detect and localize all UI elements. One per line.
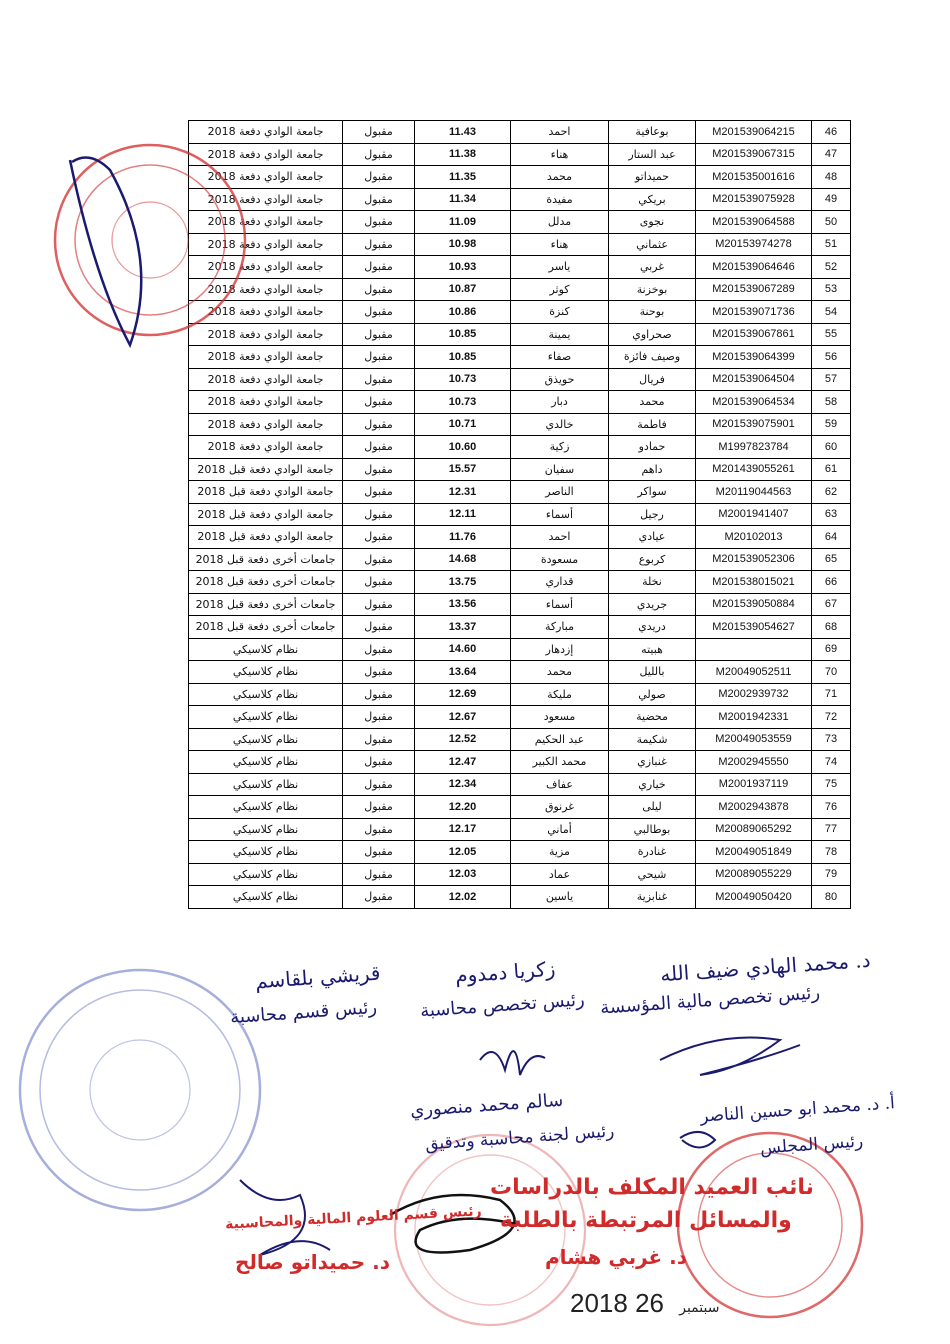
row-number-cell: 53 xyxy=(812,278,851,301)
signature-5-role: رئيس المجلس xyxy=(759,1131,864,1159)
score-cell: 12.20 xyxy=(415,796,511,819)
first-name-cell: الناصر xyxy=(511,481,609,504)
origin-cell: نظام كلاسيكي xyxy=(189,863,343,886)
origin-cell: نظام كلاسيكي xyxy=(189,706,343,729)
first-name-cell: مزية xyxy=(511,841,609,864)
row-number-cell: 49 xyxy=(812,188,851,211)
registration-id-cell: M201539050884 xyxy=(696,593,812,616)
score-cell: 12.52 xyxy=(415,728,511,751)
status-cell: مقبول xyxy=(343,818,415,841)
origin-cell: جامعة الوادي دفعة 2018 xyxy=(189,413,343,436)
origin-cell: نظام كلاسيكي xyxy=(189,661,343,684)
registration-id-cell: M201539064646 xyxy=(696,256,812,279)
registration-id-cell: M201539067861 xyxy=(696,323,812,346)
score-cell: 12.02 xyxy=(415,886,511,909)
signature-1-role: رئيس تخصص مالية المؤسسة xyxy=(599,982,821,1019)
row-number-cell: 56 xyxy=(812,346,851,369)
status-cell: مقبول xyxy=(343,886,415,909)
surname-cell: حمادو xyxy=(609,436,696,459)
first-name-cell: محمد xyxy=(511,661,609,684)
surname-cell: غنابزية xyxy=(609,886,696,909)
vice-dean-title-line2: والمسائل المرتبطة بالطلبة xyxy=(500,1208,792,1233)
score-cell: 10.87 xyxy=(415,278,511,301)
registration-id-cell: M20049051849 xyxy=(696,841,812,864)
surname-cell: فريال xyxy=(609,368,696,391)
surname-cell: صحراوي xyxy=(609,323,696,346)
origin-cell: نظام كلاسيكي xyxy=(189,683,343,706)
surname-cell: بوحنة xyxy=(609,301,696,324)
first-name-cell: محمد الكبير xyxy=(511,751,609,774)
surname-cell: عيادي xyxy=(609,526,696,549)
score-cell: 11.35 xyxy=(415,166,511,189)
first-name-cell: عماد xyxy=(511,863,609,886)
registration-id-cell: M20089065292 xyxy=(696,818,812,841)
surname-cell: فاطمة xyxy=(609,413,696,436)
row-number-cell: 63 xyxy=(812,503,851,526)
row-number-cell: 79 xyxy=(812,863,851,886)
status-cell: مقبول xyxy=(343,863,415,886)
surname-cell: سواكر xyxy=(609,481,696,504)
origin-cell: جامعة الوادي دفعة 2018 xyxy=(189,166,343,189)
first-name-cell: مسعود xyxy=(511,706,609,729)
registration-id-cell: M2002943878 xyxy=(696,796,812,819)
registration-id-cell: M201539064588 xyxy=(696,211,812,234)
row-number-cell: 52 xyxy=(812,256,851,279)
origin-cell: جامعات أخرى دفعة قبل 2018 xyxy=(189,571,343,594)
first-name-cell: حويذق xyxy=(511,368,609,391)
first-name-cell: صفاء xyxy=(511,346,609,369)
surname-cell: داهم xyxy=(609,458,696,481)
surname-cell: عثماني xyxy=(609,233,696,256)
origin-cell: جامعة الوادي دفعة 2018 xyxy=(189,391,343,414)
registration-id-cell: M20119044563 xyxy=(696,481,812,504)
origin-cell: جامعة الوادي دفعة قبل 2018 xyxy=(189,458,343,481)
score-cell: 13.75 xyxy=(415,571,511,594)
registration-id-cell: M20089055229 xyxy=(696,863,812,886)
row-number-cell: 47 xyxy=(812,143,851,166)
score-cell: 12.69 xyxy=(415,683,511,706)
registration-id-cell: M201539067315 xyxy=(696,143,812,166)
status-cell: مقبول xyxy=(343,548,415,571)
origin-cell: جامعة الوادي دفعة 2018 xyxy=(189,211,343,234)
vice-dean-title-line1: نائب العميد المكلف بالدراسات xyxy=(490,1175,814,1200)
first-name-cell: مباركة xyxy=(511,616,609,639)
registration-id-cell: M1997823784 xyxy=(696,436,812,459)
score-cell: 10.71 xyxy=(415,413,511,436)
registration-id-cell: M2001941407 xyxy=(696,503,812,526)
registration-id-cell: M20049050420 xyxy=(696,886,812,909)
row-number-cell: 71 xyxy=(812,683,851,706)
score-cell: 11.76 xyxy=(415,526,511,549)
status-cell: مقبول xyxy=(343,346,415,369)
row-number-cell: 54 xyxy=(812,301,851,324)
row-number-cell: 60 xyxy=(812,436,851,459)
top-left-signature-stroke xyxy=(70,158,141,346)
origin-cell: جامعة الوادي دفعة 2018 xyxy=(189,278,343,301)
status-cell: مقبول xyxy=(343,751,415,774)
row-number-cell: 67 xyxy=(812,593,851,616)
bottom-left-stamp xyxy=(20,970,260,1210)
first-name-cell: مسعودة xyxy=(511,548,609,571)
first-name-cell: مفيدة xyxy=(511,188,609,211)
score-cell: 12.31 xyxy=(415,481,511,504)
status-cell: مقبول xyxy=(343,661,415,684)
status-cell: مقبول xyxy=(343,571,415,594)
status-cell: مقبول xyxy=(343,526,415,549)
row-number-cell: 74 xyxy=(812,751,851,774)
first-name-cell: هناء xyxy=(511,143,609,166)
origin-cell: جامعة الوادي دفعة 2018 xyxy=(189,188,343,211)
origin-cell: جامعة الوادي دفعة قبل 2018 xyxy=(189,503,343,526)
status-cell: مقبول xyxy=(343,143,415,166)
row-number-cell: 68 xyxy=(812,616,851,639)
signature-4-role: رئيس لجنة محاسبة وتدقيق xyxy=(424,1121,615,1155)
origin-cell: جامعة الوادي دفعة 2018 xyxy=(189,143,343,166)
origin-cell: جامعة الوادي دفعة 2018 xyxy=(189,368,343,391)
score-cell: 15.57 xyxy=(415,458,511,481)
score-cell: 11.43 xyxy=(415,121,511,144)
surname-cell: دريدي xyxy=(609,616,696,639)
surname-cell: محمد xyxy=(609,391,696,414)
row-number-cell: 76 xyxy=(812,796,851,819)
registration-id-cell: M201539075901 xyxy=(696,413,812,436)
registration-id-cell: M20102013 xyxy=(696,526,812,549)
score-cell: 10.85 xyxy=(415,323,511,346)
registration-id-cell: M2002939732 xyxy=(696,683,812,706)
registration-id-cell: M20049052511 xyxy=(696,661,812,684)
row-number-cell: 66 xyxy=(812,571,851,594)
surname-cell: عبد الستار xyxy=(609,143,696,166)
registration-id-cell: M201539064215 xyxy=(696,121,812,144)
origin-cell: نظام كلاسيكي xyxy=(189,841,343,864)
registration-id-cell: M201538015021 xyxy=(696,571,812,594)
first-name-cell: سفيان xyxy=(511,458,609,481)
origin-cell: جامعات أخرى دفعة قبل 2018 xyxy=(189,593,343,616)
first-name-cell: أماني xyxy=(511,818,609,841)
status-cell: مقبول xyxy=(343,683,415,706)
score-cell: 11.09 xyxy=(415,211,511,234)
status-cell: مقبول xyxy=(343,278,415,301)
surname-cell: رجيل xyxy=(609,503,696,526)
first-name-cell: غرنوق xyxy=(511,796,609,819)
origin-cell: جامعة الوادي دفعة 2018 xyxy=(189,301,343,324)
registration-id-cell: M2002945550 xyxy=(696,751,812,774)
origin-cell: نظام كلاسيكي xyxy=(189,818,343,841)
surname-cell: وصيف فائزة xyxy=(609,346,696,369)
date-day: 26 xyxy=(635,1288,664,1318)
department-head-name: د. حميداتو صالح xyxy=(235,1250,390,1274)
first-name-cell: أسماء xyxy=(511,593,609,616)
score-cell: 10.86 xyxy=(415,301,511,324)
registration-id-cell: M201539054627 xyxy=(696,616,812,639)
signature-2-role: رئيس تخصص محاسبة xyxy=(419,989,586,1022)
score-cell: 12.11 xyxy=(415,503,511,526)
vice-dean-name: د. غربي هشام xyxy=(545,1245,688,1269)
signature-scribble-2 xyxy=(480,1051,545,1075)
signature-4-name: سالم محمد منصوري xyxy=(409,1089,564,1122)
first-name-cell: أسماء xyxy=(511,503,609,526)
first-name-cell: إزدهار xyxy=(511,638,609,661)
status-cell: مقبول xyxy=(343,436,415,459)
row-number-cell: 48 xyxy=(812,166,851,189)
signature-3-role: رئيس قسم محاسبة xyxy=(229,996,378,1029)
registration-id-cell: M2001937119 xyxy=(696,773,812,796)
origin-cell: جامعة الوادي دفعة 2018 xyxy=(189,323,343,346)
score-cell: 10.93 xyxy=(415,256,511,279)
score-cell: 13.37 xyxy=(415,616,511,639)
surname-cell: كربوع xyxy=(609,548,696,571)
status-cell: مقبول xyxy=(343,503,415,526)
first-name-cell: زكية xyxy=(511,436,609,459)
surname-cell: جريدي xyxy=(609,593,696,616)
date-month: سبتمبر xyxy=(679,1300,720,1316)
department-head-title: رئيس قسم العلوم المالية والمحاسبية xyxy=(224,1203,483,1233)
row-number-cell: 65 xyxy=(812,548,851,571)
first-name-cell: محمد xyxy=(511,166,609,189)
surname-cell: غنبازي xyxy=(609,751,696,774)
signature-5-name: أ. د. محمد ابو حسين الناصر xyxy=(699,1093,896,1127)
score-cell: 14.68 xyxy=(415,548,511,571)
status-cell: مقبول xyxy=(343,593,415,616)
signature-1-name: د. محمد الهادي ضيف الله xyxy=(659,947,872,987)
first-name-cell: يمينة xyxy=(511,323,609,346)
status-cell: مقبول xyxy=(343,368,415,391)
score-cell: 12.34 xyxy=(415,773,511,796)
first-name-cell: عفاف xyxy=(511,773,609,796)
row-number-cell: 58 xyxy=(812,391,851,414)
origin-cell: جامعة الوادي دفعة 2018 xyxy=(189,121,343,144)
date-year: 2018 xyxy=(570,1288,628,1318)
score-cell: 10.73 xyxy=(415,368,511,391)
origin-cell: نظام كلاسيكي xyxy=(189,773,343,796)
status-cell: مقبول xyxy=(343,616,415,639)
row-number-cell: 62 xyxy=(812,481,851,504)
registration-id-cell: M20049053559 xyxy=(696,728,812,751)
status-cell: مقبول xyxy=(343,166,415,189)
status-cell: مقبول xyxy=(343,211,415,234)
origin-cell: نظام كلاسيكي xyxy=(189,796,343,819)
score-cell: 10.60 xyxy=(415,436,511,459)
signature-2-name: زكريا دمدوم xyxy=(454,956,557,988)
status-cell: مقبول xyxy=(343,728,415,751)
score-cell: 10.85 xyxy=(415,346,511,369)
origin-cell: جامعة الوادي دفعة 2018 xyxy=(189,256,343,279)
surname-cell: ليلى xyxy=(609,796,696,819)
surname-cell: غنادرة xyxy=(609,841,696,864)
row-number-cell: 77 xyxy=(812,818,851,841)
registration-id-cell: M20153974278 xyxy=(696,233,812,256)
status-cell: مقبول xyxy=(343,413,415,436)
status-cell: مقبول xyxy=(343,773,415,796)
row-number-cell: 61 xyxy=(812,458,851,481)
first-name-cell: كوثر xyxy=(511,278,609,301)
surname-cell: نخلة xyxy=(609,571,696,594)
signature-scribble-1 xyxy=(660,1038,800,1076)
first-name-cell: مليكة xyxy=(511,683,609,706)
status-cell: مقبول xyxy=(343,233,415,256)
status-cell: مقبول xyxy=(343,458,415,481)
surname-cell: بوطالبي xyxy=(609,818,696,841)
first-name-cell: هناء xyxy=(511,233,609,256)
score-cell: 12.17 xyxy=(415,818,511,841)
score-cell: 11.38 xyxy=(415,143,511,166)
status-cell: مقبول xyxy=(343,323,415,346)
origin-cell: نظام كلاسيكي xyxy=(189,886,343,909)
surname-cell: بوخزنة xyxy=(609,278,696,301)
status-cell: مقبول xyxy=(343,796,415,819)
origin-cell: نظام كلاسيكي xyxy=(189,728,343,751)
row-number-cell: 46 xyxy=(812,121,851,144)
surname-cell: شكيمة xyxy=(609,728,696,751)
row-number-cell: 75 xyxy=(812,773,851,796)
signature-3-name: قريشي بلقاسم xyxy=(254,960,382,994)
score-cell: 10.73 xyxy=(415,391,511,414)
status-cell: مقبول xyxy=(343,121,415,144)
status-cell: مقبول xyxy=(343,841,415,864)
surname-cell: شيحي xyxy=(609,863,696,886)
first-name-cell: دبار xyxy=(511,391,609,414)
origin-cell: نظام كلاسيكي xyxy=(189,638,343,661)
surname-cell: نجوى xyxy=(609,211,696,234)
first-name-cell: خالدي xyxy=(511,413,609,436)
surname-cell: غربي xyxy=(609,256,696,279)
row-number-cell: 64 xyxy=(812,526,851,549)
score-cell: 12.67 xyxy=(415,706,511,729)
first-name-cell: ياسين xyxy=(511,886,609,909)
origin-cell: جامعة الوادي دفعة قبل 2018 xyxy=(189,526,343,549)
surname-cell: صولي xyxy=(609,683,696,706)
registration-id-cell: M2001942331 xyxy=(696,706,812,729)
registration-id-cell: M201539064399 xyxy=(696,346,812,369)
signature-scribble-5 xyxy=(680,1132,715,1148)
score-cell: 12.47 xyxy=(415,751,511,774)
surname-cell: بوعافية xyxy=(609,121,696,144)
row-number-cell: 80 xyxy=(812,886,851,909)
status-cell: مقبول xyxy=(343,301,415,324)
status-cell: مقبول xyxy=(343,256,415,279)
surname-cell: هبيته xyxy=(609,638,696,661)
score-cell: 12.05 xyxy=(415,841,511,864)
surname-cell: حميداتو xyxy=(609,166,696,189)
first-name-cell: عبد الحكيم xyxy=(511,728,609,751)
registration-id-cell: M201539052306 xyxy=(696,548,812,571)
row-number-cell: 78 xyxy=(812,841,851,864)
first-name-cell: مدلل xyxy=(511,211,609,234)
origin-cell: جامعات أخرى دفعة قبل 2018 xyxy=(189,548,343,571)
first-name-cell: احمد xyxy=(511,121,609,144)
score-cell: 14.60 xyxy=(415,638,511,661)
surname-cell: خياري xyxy=(609,773,696,796)
surname-cell: محضية xyxy=(609,706,696,729)
row-number-cell: 69 xyxy=(812,638,851,661)
registration-id-cell: M201439055261 xyxy=(696,458,812,481)
registration-id-cell: M201539067289 xyxy=(696,278,812,301)
document-date xyxy=(570,1288,727,1319)
row-number-cell: 57 xyxy=(812,368,851,391)
row-number-cell: 72 xyxy=(812,706,851,729)
registration-id-cell: M201535001616 xyxy=(696,166,812,189)
origin-cell: جامعات أخرى دفعة قبل 2018 xyxy=(189,616,343,639)
first-name-cell: قداري xyxy=(511,571,609,594)
row-number-cell: 59 xyxy=(812,413,851,436)
origin-cell: جامعة الوادي دفعة 2018 xyxy=(189,346,343,369)
row-number-cell: 51 xyxy=(812,233,851,256)
status-cell: مقبول xyxy=(343,391,415,414)
surname-cell: بالليل xyxy=(609,661,696,684)
registration-id-cell: M201539071736 xyxy=(696,301,812,324)
top-left-stamp xyxy=(55,145,245,335)
row-number-cell: 70 xyxy=(812,661,851,684)
first-name-cell: كنزة xyxy=(511,301,609,324)
status-cell: مقبول xyxy=(343,188,415,211)
origin-cell: نظام كلاسيكي xyxy=(189,751,343,774)
origin-cell: جامعة الوادي دفعة 2018 xyxy=(189,436,343,459)
first-name-cell: ياسر xyxy=(511,256,609,279)
registration-id-cell: M201539064534 xyxy=(696,391,812,414)
row-number-cell: 50 xyxy=(812,211,851,234)
status-cell: مقبول xyxy=(343,706,415,729)
score-cell: 13.64 xyxy=(415,661,511,684)
status-cell: مقبول xyxy=(343,638,415,661)
origin-cell: جامعة الوادي دفعة قبل 2018 xyxy=(189,481,343,504)
surname-cell: بريكي xyxy=(609,188,696,211)
row-number-cell: 73 xyxy=(812,728,851,751)
score-cell: 13.56 xyxy=(415,593,511,616)
origin-cell: جامعة الوادي دفعة 2018 xyxy=(189,233,343,256)
score-cell: 11.34 xyxy=(415,188,511,211)
first-name-cell: احمد xyxy=(511,526,609,549)
row-number-cell: 55 xyxy=(812,323,851,346)
status-cell: مقبول xyxy=(343,481,415,504)
score-cell: 10.98 xyxy=(415,233,511,256)
score-cell: 12.03 xyxy=(415,863,511,886)
registration-id-cell: M201539075928 xyxy=(696,188,812,211)
registration-id-cell: M201539064504 xyxy=(696,368,812,391)
